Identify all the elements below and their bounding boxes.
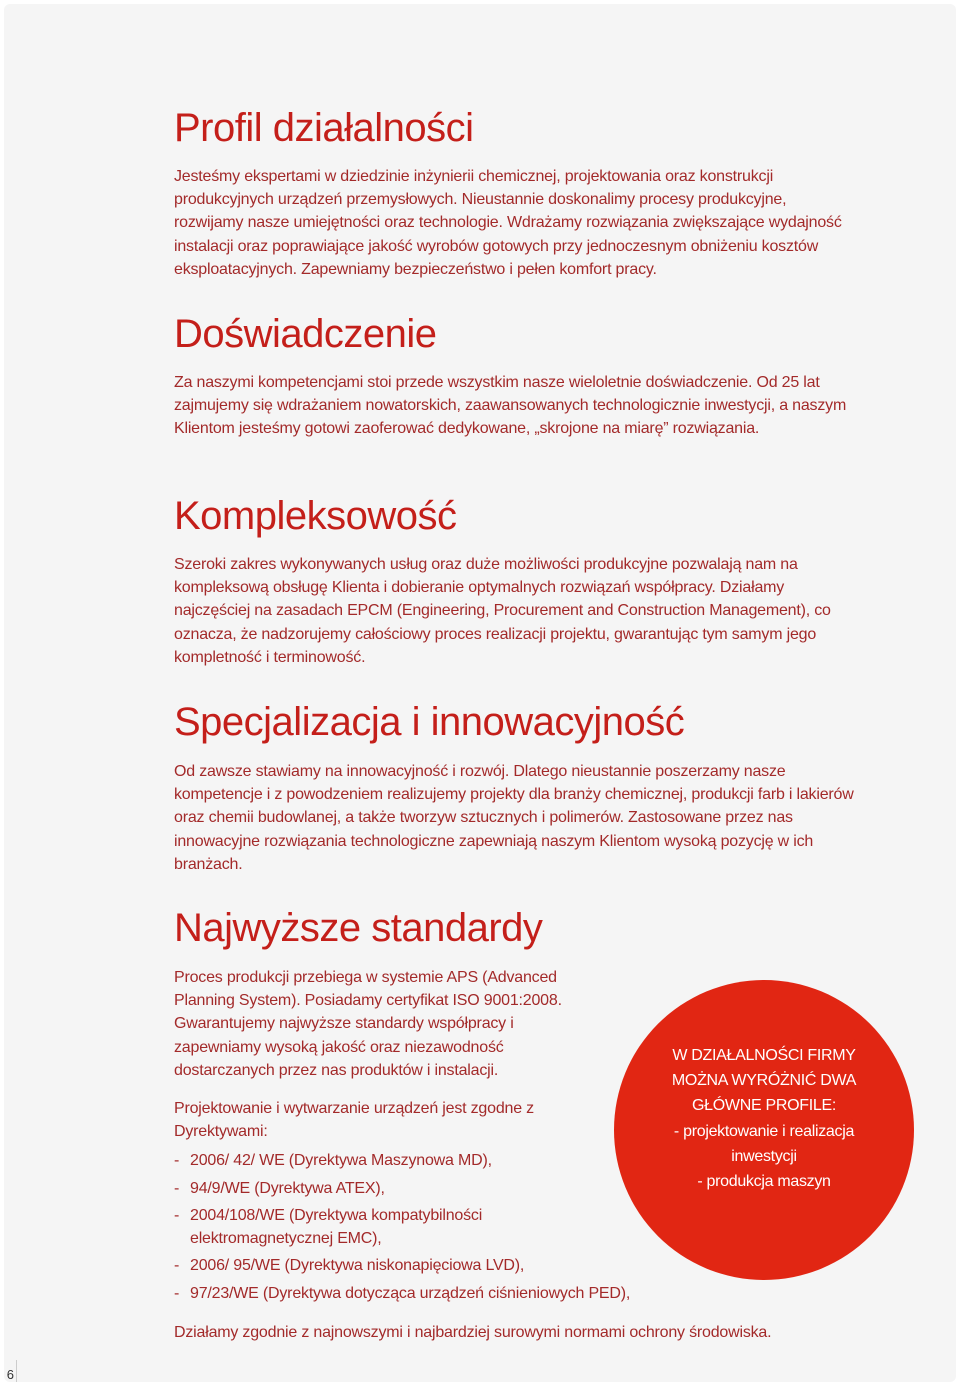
directive-item bbox=[174, 1177, 614, 1200]
closing-statement: Działamy zgodnie z najnowszymi i najbardziej surowymi normami ochrony środowiska. bbox=[174, 1324, 772, 1341]
directive-dash: - bbox=[174, 1285, 180, 1302]
directives-intro: Projektowanie i wytwarzanie urządzeń jest zgodne z Dyrektywami: bbox=[174, 1100, 534, 1141]
section-heading-kompleksowosc: Kompleksowość bbox=[174, 494, 457, 538]
section-paragraph-standardy: Proces produkcji przebiega w systemie APS (Advanced Planning System). Posiadamy certyfikat ISO 9001:2008. Gwarantujemy najwyższe standardy współpracy i zapewniamy wysoką jakość oraz niezawodność dostarczanych przez nas produktów i instalacji. bbox=[174, 969, 562, 1079]
section-paragraph-profil: Jesteśmy ekspertami w dziedzinie inżynierii chemicznej, projektowania oraz konstrukcji produkcyjnych urządzeń przemysłowych. Nieustannie doskonalimy procesy produkcyjne, rozwijamy nasze umiejętności oraz technologie. Wdrażamy rozwiązania zwiększające wydajność instalacji oraz poprawiające jakość wyrobów gotowych przy jednoczesnym obniżeniu kosztów eksploatacyjnych. Zapewniamy bezpieczeństwo i pełen komfort pracy. bbox=[174, 168, 842, 278]
section-heading-specjalizacja: Specjalizacja i innowacyjność bbox=[174, 700, 685, 744]
directive-item bbox=[174, 1149, 614, 1172]
directive-text: 2006/ 42/ WE (Dyrektywa Maszynowa MD), bbox=[190, 1152, 492, 1169]
callout-text bbox=[640, 1043, 888, 1194]
directive-dash: - bbox=[174, 1207, 180, 1224]
callout-line: W DZIAŁALNOŚCI FIRMY bbox=[672, 1047, 856, 1064]
section-heading-doswiadczenie: Doświadczenie bbox=[174, 312, 437, 356]
directive-text: 97/23/WE (Dyrektywa dotycząca urządzeń ciśnieniowych PED), bbox=[190, 1285, 631, 1302]
callout-line: - produkcja maszyn bbox=[697, 1173, 831, 1191]
callout-line: MOŻNA WYRÓŻNIĆ DWA bbox=[671, 1072, 857, 1090]
page-margin-line bbox=[16, 1360, 17, 1382]
directive-item bbox=[174, 1254, 614, 1277]
section-heading-standardy: Najwyższe standardy bbox=[174, 906, 543, 950]
directive-dash: - bbox=[174, 1152, 180, 1169]
directive-text: 94/9/WE (Dyrektywa ATEX), bbox=[190, 1180, 385, 1197]
directive-text: 2006/ 95/WE (Dyrektywa niskonapięciowa LVD), bbox=[190, 1257, 525, 1274]
directive-dash: - bbox=[174, 1257, 180, 1274]
section-paragraph-kompleksowosc: Szeroki zakres wykonywanych usług oraz duże możliwości produkcyjne pozwalają nam na kompleksową obsługę Klienta i dobieranie optymalnych rozwiązań współpracy. Działamy najczęściej na zasadach EPCM (Engineering, Procurement and Construction Management), co oznacza, że nadzorujemy całościowy proces realizacji projektu, gwarantując tym samym jego kompletność i terminowość. bbox=[174, 556, 831, 666]
directive-item bbox=[174, 1282, 734, 1305]
directive-dash: - bbox=[174, 1180, 180, 1197]
callout-line: GŁÓWNE PROFILE: bbox=[692, 1097, 836, 1115]
section-paragraph-doswiadczenie: Za naszymi kompetencjami stoi przede wszystkim nasze wieloletnie doświadczenie. Od 25 lat zajmujemy się wdrażaniem nowatorskich, zaawansowanych technologicznie inwestycji, a naszym Klientom jesteśmy gotowi zaoferować dedykowane, „skrojone na miarę” rozwiązania. bbox=[174, 374, 847, 438]
callout-line: - projektowanie i realizacja bbox=[673, 1122, 855, 1140]
section-heading-profil: Profil działalności bbox=[174, 106, 474, 150]
callout-line: inwestycji bbox=[731, 1147, 797, 1165]
page-number: 6 bbox=[6, 1367, 14, 1382]
directive-item bbox=[174, 1204, 614, 1250]
section-paragraph-specjalizacja: Od zawsze stawiamy na innowacyjność i rozwój. Dlatego nieustannie poszerzamy nasze kompetencje i z powodzeniem realizujemy projekty dla branży chemicznej, produkcji farb i lakierów oraz chemii budowlanej, a także tworzyw sztucznych i polimerów. Zastosowane przez nas innowacyjne rozwiązania technologiczne zapewniają naszym Klientom wysoką pozycję w ich branżach. bbox=[174, 763, 854, 873]
directive-text: 2004/108/WE (Dyrektywa kompatybilności elektromagnetycznej EMC), bbox=[190, 1207, 483, 1248]
